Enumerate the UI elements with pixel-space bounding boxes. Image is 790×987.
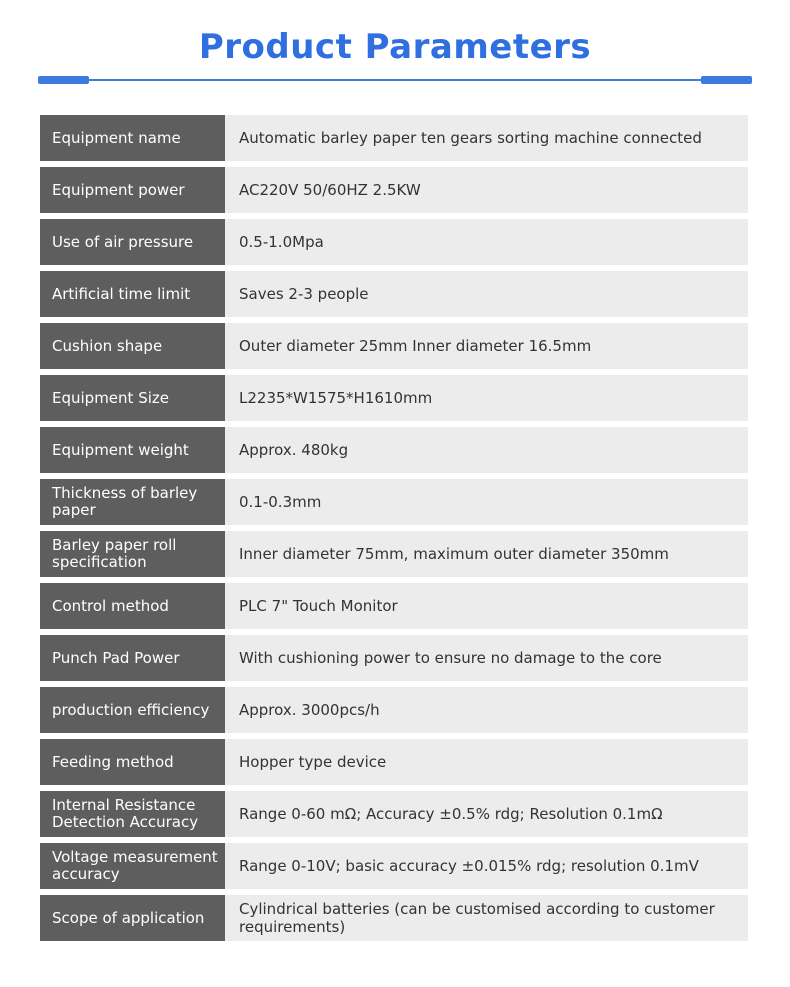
parameter-value: Approx. 480kg xyxy=(225,427,748,473)
parameter-value: Hopper type device xyxy=(225,739,748,785)
parameter-value: With cushioning power to ensure no damage to the core xyxy=(225,635,748,681)
parameter-row xyxy=(40,427,748,473)
parameter-value: Approx. 3000pcs/h xyxy=(225,687,748,733)
parameter-row xyxy=(40,635,748,681)
parameter-label: Equipment weight xyxy=(40,427,225,473)
parameter-value: L2235*W1575*H1610mm xyxy=(225,375,748,421)
parameter-label: Equipment Size xyxy=(40,375,225,421)
parameter-row xyxy=(40,687,748,733)
parameter-label: Use of air pressure xyxy=(40,219,225,265)
parameter-label: Feeding method xyxy=(40,739,225,785)
parameter-value: Automatic barley paper ten gears sorting machine connected xyxy=(225,115,748,161)
parameter-label: Equipment power xyxy=(40,167,225,213)
parameter-row xyxy=(40,791,748,837)
parameter-label: Control method xyxy=(40,583,225,629)
title-underline-accent-right xyxy=(701,76,752,84)
parameter-row xyxy=(40,115,748,161)
parameter-label: Internal Resistance Detection Accuracy xyxy=(40,791,225,837)
parameter-value: 0.1-0.3mm xyxy=(225,479,748,525)
parameter-row xyxy=(40,479,748,525)
parameter-label: Voltage measurement accuracy xyxy=(40,843,225,889)
parameter-value: PLC 7" Touch Monitor xyxy=(225,583,748,629)
parameter-value: Range 0-10V; basic accuracy ±0.015% rdg; resolution 0.1mV xyxy=(225,843,748,889)
parameter-label: Cushion shape xyxy=(40,323,225,369)
parameter-label: Equipment name xyxy=(40,115,225,161)
parameter-value: Inner diameter 75mm, maximum outer diameter 350mm xyxy=(225,531,748,577)
parameter-value: Saves 2-3 people xyxy=(225,271,748,317)
parameter-label: Punch Pad Power xyxy=(40,635,225,681)
parameter-value: AC220V 50/60HZ 2.5KW xyxy=(225,167,748,213)
parameter-label: Barley paper roll specification xyxy=(40,531,225,577)
parameter-row xyxy=(40,375,748,421)
parameter-value: Cylindrical batteries (can be customised according to customer requirements) xyxy=(225,895,748,941)
parameter-label: Scope of application xyxy=(40,895,225,941)
parameter-value: 0.5-1.0Mpa xyxy=(225,219,748,265)
title-underline xyxy=(38,79,752,81)
parameter-label: production efficiency xyxy=(40,687,225,733)
parameters-table xyxy=(40,115,748,947)
parameter-row xyxy=(40,219,748,265)
parameter-row xyxy=(40,843,748,889)
parameter-row xyxy=(40,895,748,941)
parameter-label: Thickness of barley paper xyxy=(40,479,225,525)
parameter-row xyxy=(40,739,748,785)
title-underline-accent-left xyxy=(38,76,89,84)
parameter-row xyxy=(40,531,748,577)
parameter-value: Outer diameter 25mm Inner diameter 16.5mm xyxy=(225,323,748,369)
parameter-row xyxy=(40,167,748,213)
page-title: Product Parameters xyxy=(198,27,592,67)
parameter-value: Range 0-60 mΩ; Accuracy ±0.5% rdg; Resolution 0.1mΩ xyxy=(225,791,748,837)
parameter-row xyxy=(40,323,748,369)
parameter-row xyxy=(40,271,748,317)
parameter-label: Artificial time limit xyxy=(40,271,225,317)
parameter-row xyxy=(40,583,748,629)
